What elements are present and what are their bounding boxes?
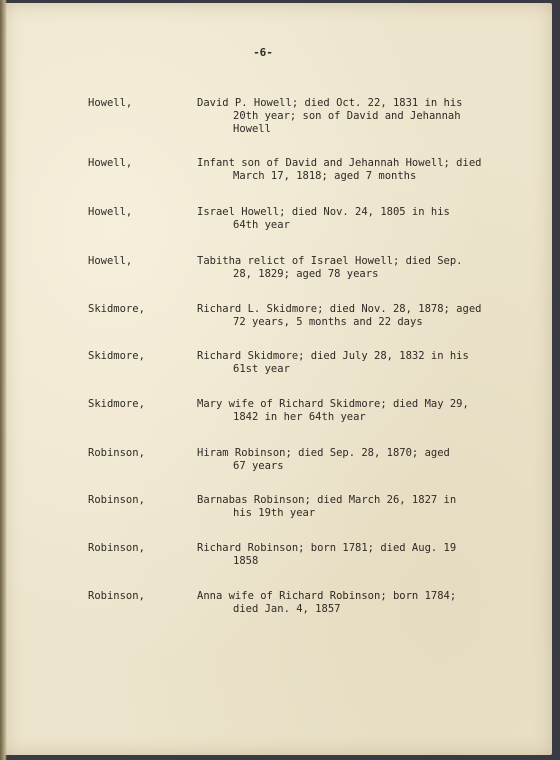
record-text-line: Richard Robinson; born 1781; died Aug. 19	[197, 542, 457, 554]
record-text-line: Barnabas Robinson; died March 26, 1827 in	[197, 494, 457, 506]
record-surname: Skidmore,	[88, 303, 145, 315]
record-text-line: Hiram Robinson; died Sep. 28, 1870; aged	[197, 447, 450, 459]
record-text-line: David P. Howell; died Oct. 22, 1831 in his	[197, 97, 463, 109]
record-text-line: died Jan. 4, 1857	[233, 603, 341, 615]
record-text-line: March 17, 1818; aged 7 months	[233, 170, 417, 182]
record-text-line: his 19th year	[233, 507, 316, 519]
record-text-line: 61st year	[233, 363, 290, 375]
record-surname: Howell,	[88, 157, 133, 169]
record-surname: Robinson,	[88, 494, 145, 506]
record-text-line: Richard L. Skidmore; died Nov. 28, 1878; aged	[197, 303, 482, 315]
record-surname: Howell,	[88, 206, 133, 218]
record-text-line: 1858	[233, 555, 259, 567]
record-text-line: Israel Howell; died Nov. 24, 1805 in his	[197, 206, 450, 218]
record-surname: Robinson,	[88, 590, 145, 602]
record-surname: Robinson,	[88, 447, 145, 459]
record-surname: Skidmore,	[88, 398, 145, 410]
record-text-line: 1842 in her 64th year	[233, 411, 366, 423]
record-text-line: Tabitha relict of Israel Howell; died Sep.	[197, 255, 463, 267]
record-text-line: 67 years	[233, 460, 284, 472]
record-text-line: 20th year; son of David and Jehannah	[233, 110, 461, 122]
record-text-line: 64th year	[233, 219, 290, 231]
record-text-line: Infant son of David and Jehannah Howell; died	[197, 157, 482, 169]
record-text-line: Howell	[233, 123, 271, 135]
record-surname: Howell,	[88, 97, 133, 109]
book-spine-edge	[0, 0, 7, 760]
record-surname: Skidmore,	[88, 350, 145, 362]
record-text-line: Richard Skidmore; died July 28, 1832 in his	[197, 350, 469, 362]
record-surname: Howell,	[88, 255, 133, 267]
record-text-line: Anna wife of Richard Robinson; born 1784;	[197, 590, 457, 602]
record-surname: Robinson,	[88, 542, 145, 554]
page-number: -6-	[253, 46, 273, 59]
record-text-line: Mary wife of Richard Skidmore; died May 29,	[197, 398, 469, 410]
record-text-line: 72 years, 5 months and 22 days	[233, 316, 423, 328]
record-text-line: 28, 1829; aged 78 years	[233, 268, 379, 280]
